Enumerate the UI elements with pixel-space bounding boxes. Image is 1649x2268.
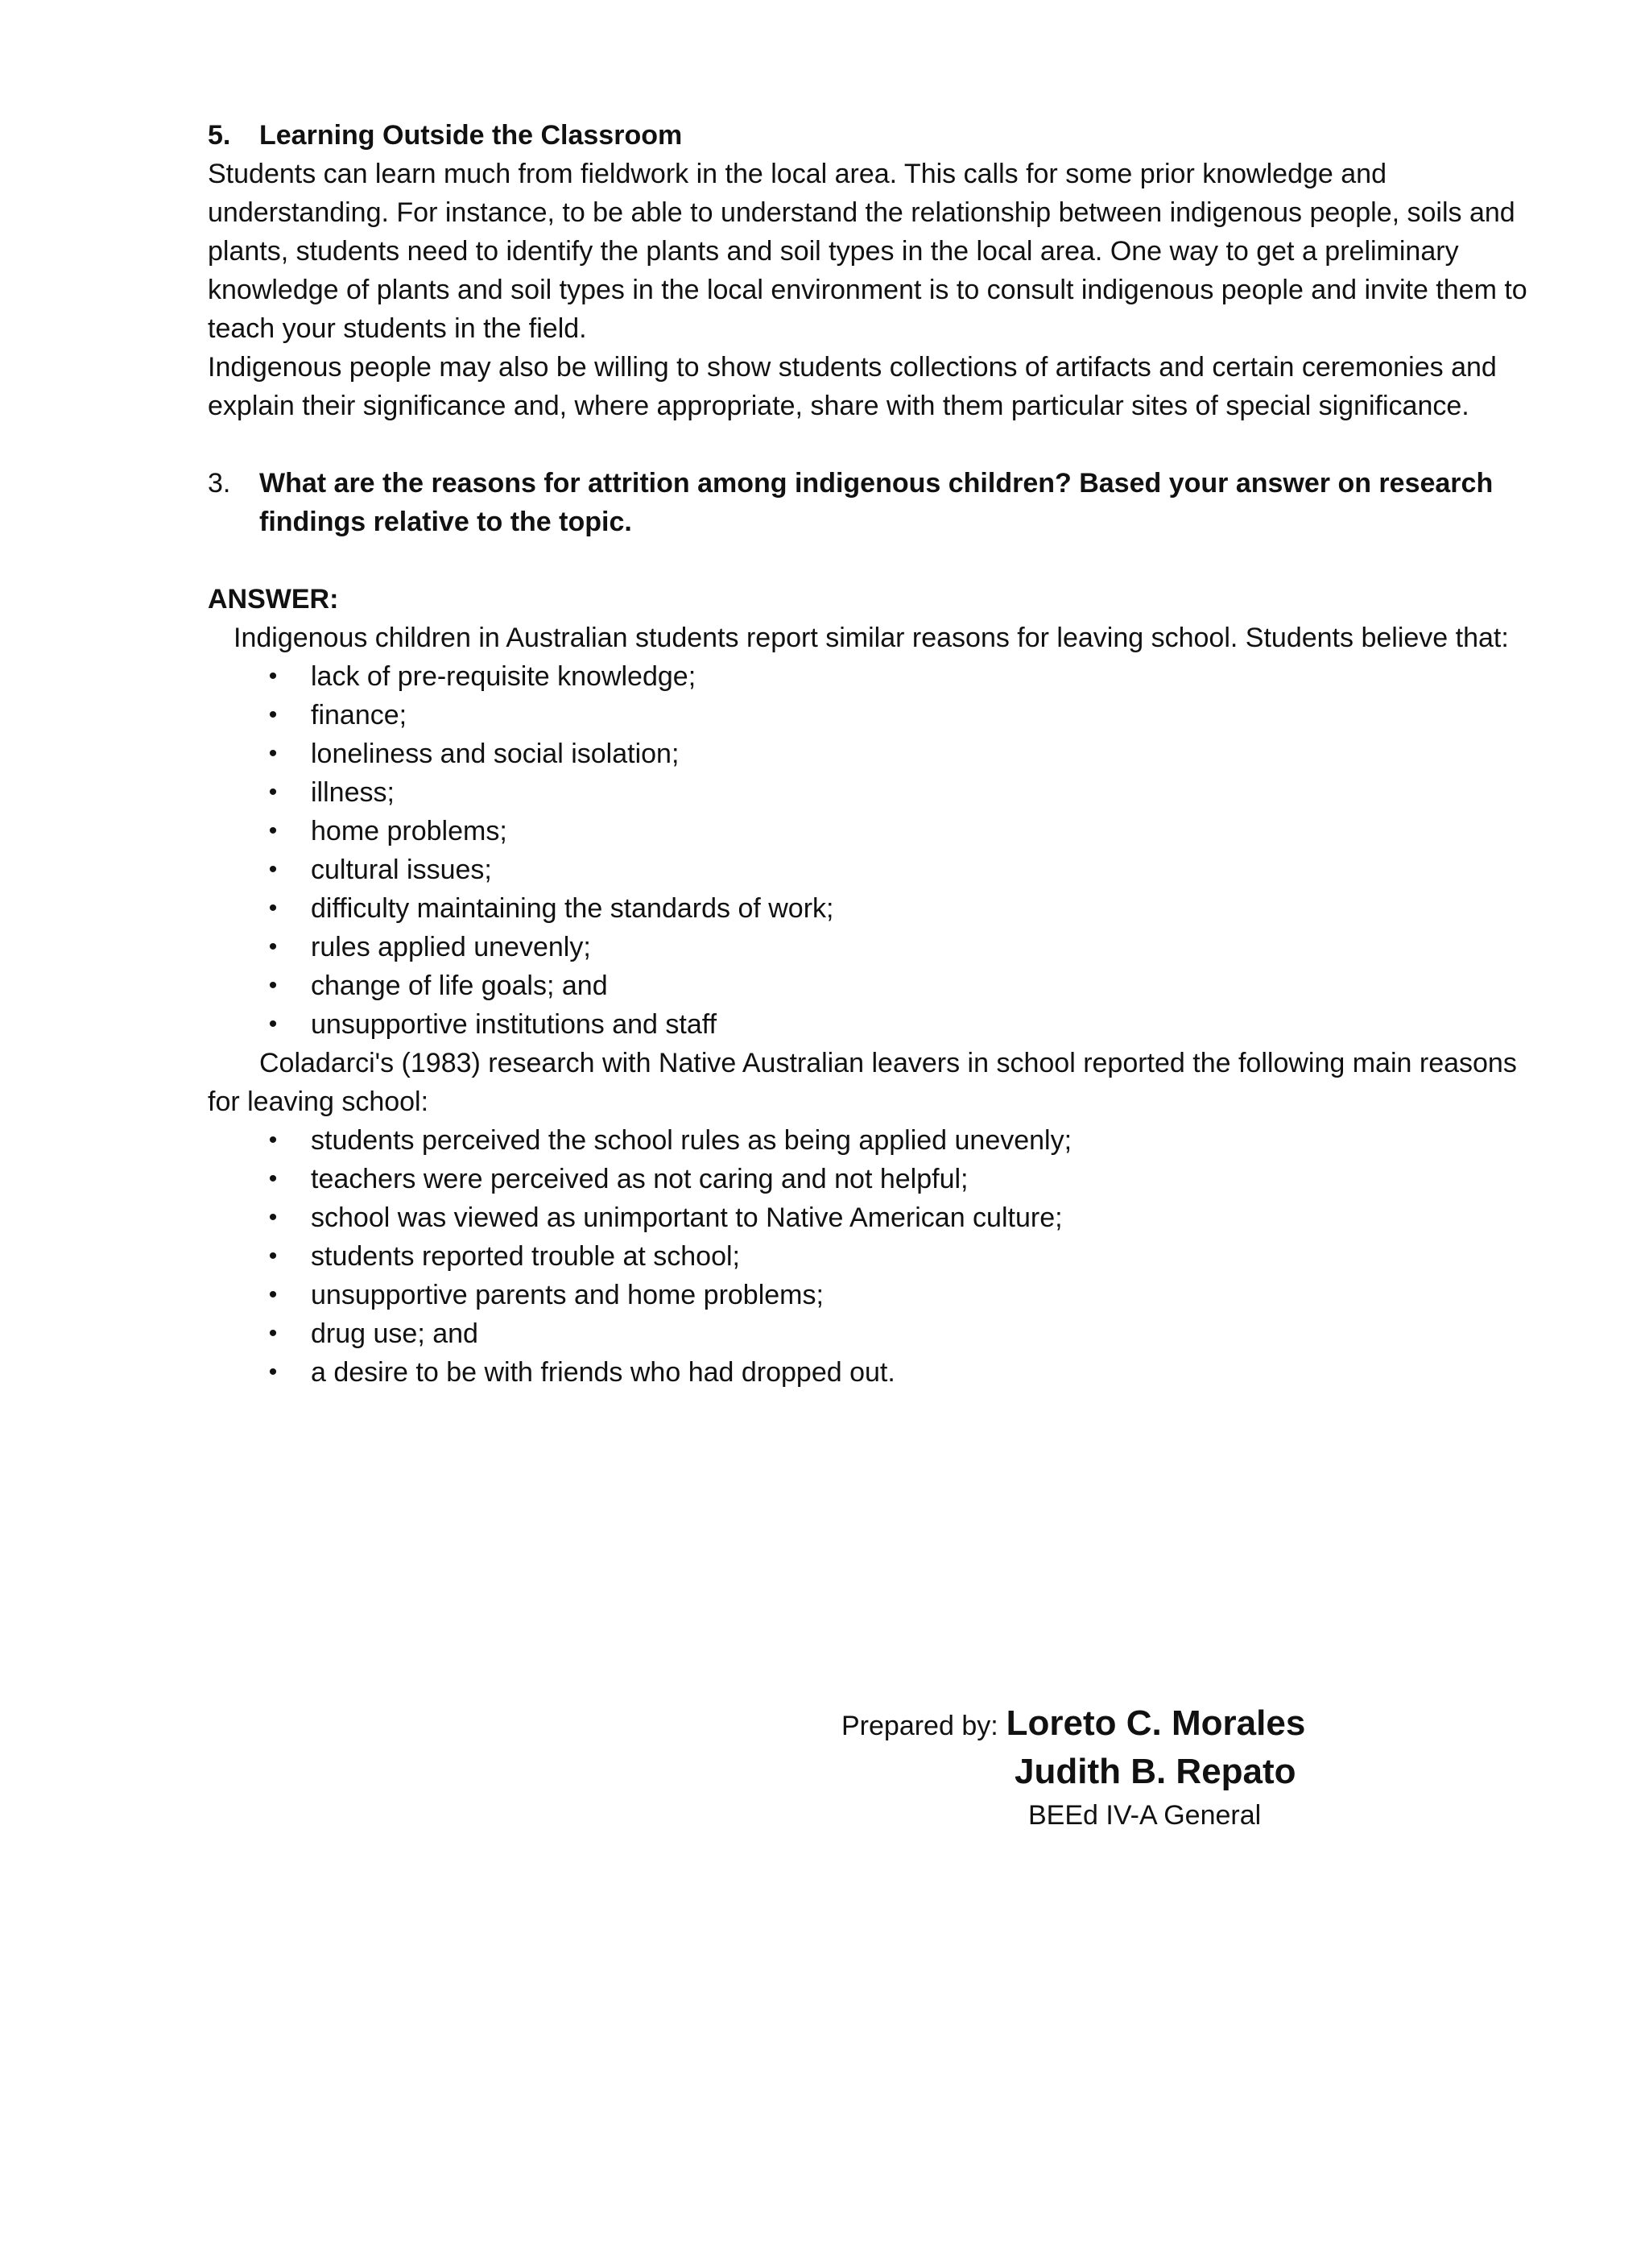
list-item-text: a desire to be with friends who had dropped out. xyxy=(311,1357,895,1388)
signature-block xyxy=(841,1699,1405,1835)
section-title: Learning Outside the Classroom xyxy=(259,120,683,151)
list-item-text: teachers were perceived as not caring and not helpful; xyxy=(311,1164,969,1194)
research-intro: Coladarci's (1983) research with Native Australian leavers in school reported the following main reasons for leaving school: xyxy=(208,1048,1517,1117)
bullet-icon: • xyxy=(268,663,278,689)
list-item-text: finance; xyxy=(311,700,407,730)
bullet-icon: • xyxy=(268,1204,278,1231)
list-item xyxy=(208,773,1536,812)
bullet-icon: • xyxy=(268,1127,278,1153)
bullet-icon: • xyxy=(268,1320,278,1347)
bullet-icon: • xyxy=(268,817,278,844)
bullet-icon: • xyxy=(268,895,278,921)
list-item xyxy=(208,696,1536,735)
list-item-text: cultural issues; xyxy=(311,855,492,885)
list-item xyxy=(208,812,1536,850)
list-item xyxy=(208,1276,1536,1314)
list-item-text: unsupportive parents and home problems; xyxy=(311,1280,824,1310)
reasons-list xyxy=(208,657,1536,1044)
document-body xyxy=(208,116,1536,1392)
list-item xyxy=(208,1353,1536,1392)
list-item-text: difficulty maintaining the standards of work; xyxy=(311,893,834,924)
list-item-text: students perceived the school rules as being applied unevenly; xyxy=(311,1125,1072,1156)
bullet-icon: • xyxy=(268,702,278,728)
list-item-text: drug use; and xyxy=(311,1318,478,1349)
list-item-text: school was viewed as unimportant to Native American culture; xyxy=(311,1202,1063,1233)
section-number: 5. xyxy=(208,120,231,151)
author-name-2: Judith B. Repato xyxy=(1015,1752,1296,1791)
list-item-text: home problems; xyxy=(311,816,507,846)
section-heading xyxy=(208,116,1536,155)
bullet-icon: • xyxy=(268,1243,278,1269)
section-paragraph-2: Indigenous people may also be willing to show students collections of artifacts and certain ceremonies and explain their significance and, where appropriate, share with them particular sites of special significance. xyxy=(208,352,1497,421)
answer-label: ANSWER: xyxy=(208,584,339,615)
list-item-text: students reported trouble at school; xyxy=(311,1241,740,1272)
list-item xyxy=(208,1237,1536,1276)
bullet-icon: • xyxy=(268,1359,278,1385)
list-item-text: lack of pre-requisite knowledge; xyxy=(311,661,696,692)
course-label: BEEd IV-A General xyxy=(1028,1800,1262,1831)
list-item-text: illness; xyxy=(311,777,395,808)
list-item xyxy=(208,735,1536,773)
bullet-icon: • xyxy=(268,972,278,999)
list-item-text: unsupportive institutions and staff xyxy=(311,1009,717,1040)
list-item xyxy=(208,850,1536,889)
answer-intro: Indigenous children in Australian students report similar reasons for leaving school. Students believe that: xyxy=(234,623,1509,653)
prepared-by-label: Prepared by: xyxy=(841,1711,998,1741)
spacer xyxy=(208,541,1536,580)
section-paragraph-1: Students can learn much from fieldwork in the local area. This calls for some prior knowledge and understanding. For instance, to be able to understand the relationship between indigenous people, soils and plants, students need to identify the plants and soil types in the local area. One way to get a preliminary knowledge of plants and soil types in the local environment is to consult indigenous people and invite them to teach your students in the field. xyxy=(208,159,1527,344)
list-item-text: loneliness and social isolation; xyxy=(311,739,680,769)
question-block xyxy=(208,464,1536,541)
list-item xyxy=(208,966,1536,1005)
list-item xyxy=(208,1005,1536,1044)
bullet-icon: • xyxy=(268,1011,278,1037)
bullet-icon: • xyxy=(268,933,278,960)
bullet-icon: • xyxy=(268,1165,278,1192)
question-number: 3. xyxy=(208,468,231,499)
question-text: What are the reasons for attrition among indigenous children? Based your answer on research findings relative to the topic. xyxy=(259,468,1494,537)
author-name-1: Loreto C. Morales xyxy=(1006,1703,1306,1743)
research-reasons-list xyxy=(208,1121,1536,1392)
bullet-icon: • xyxy=(268,856,278,883)
bullet-icon: • xyxy=(268,779,278,805)
list-item xyxy=(208,1314,1536,1353)
list-item xyxy=(208,889,1536,928)
list-item xyxy=(208,1198,1536,1237)
list-item xyxy=(208,928,1536,966)
bullet-icon: • xyxy=(268,1281,278,1308)
spacer xyxy=(208,425,1536,464)
list-item-text: rules applied unevenly; xyxy=(311,932,591,962)
list-item xyxy=(208,1160,1536,1198)
list-item xyxy=(208,657,1536,696)
list-item xyxy=(208,1121,1536,1160)
list-item-text: change of life goals; and xyxy=(311,971,608,1001)
bullet-icon: • xyxy=(268,740,278,767)
